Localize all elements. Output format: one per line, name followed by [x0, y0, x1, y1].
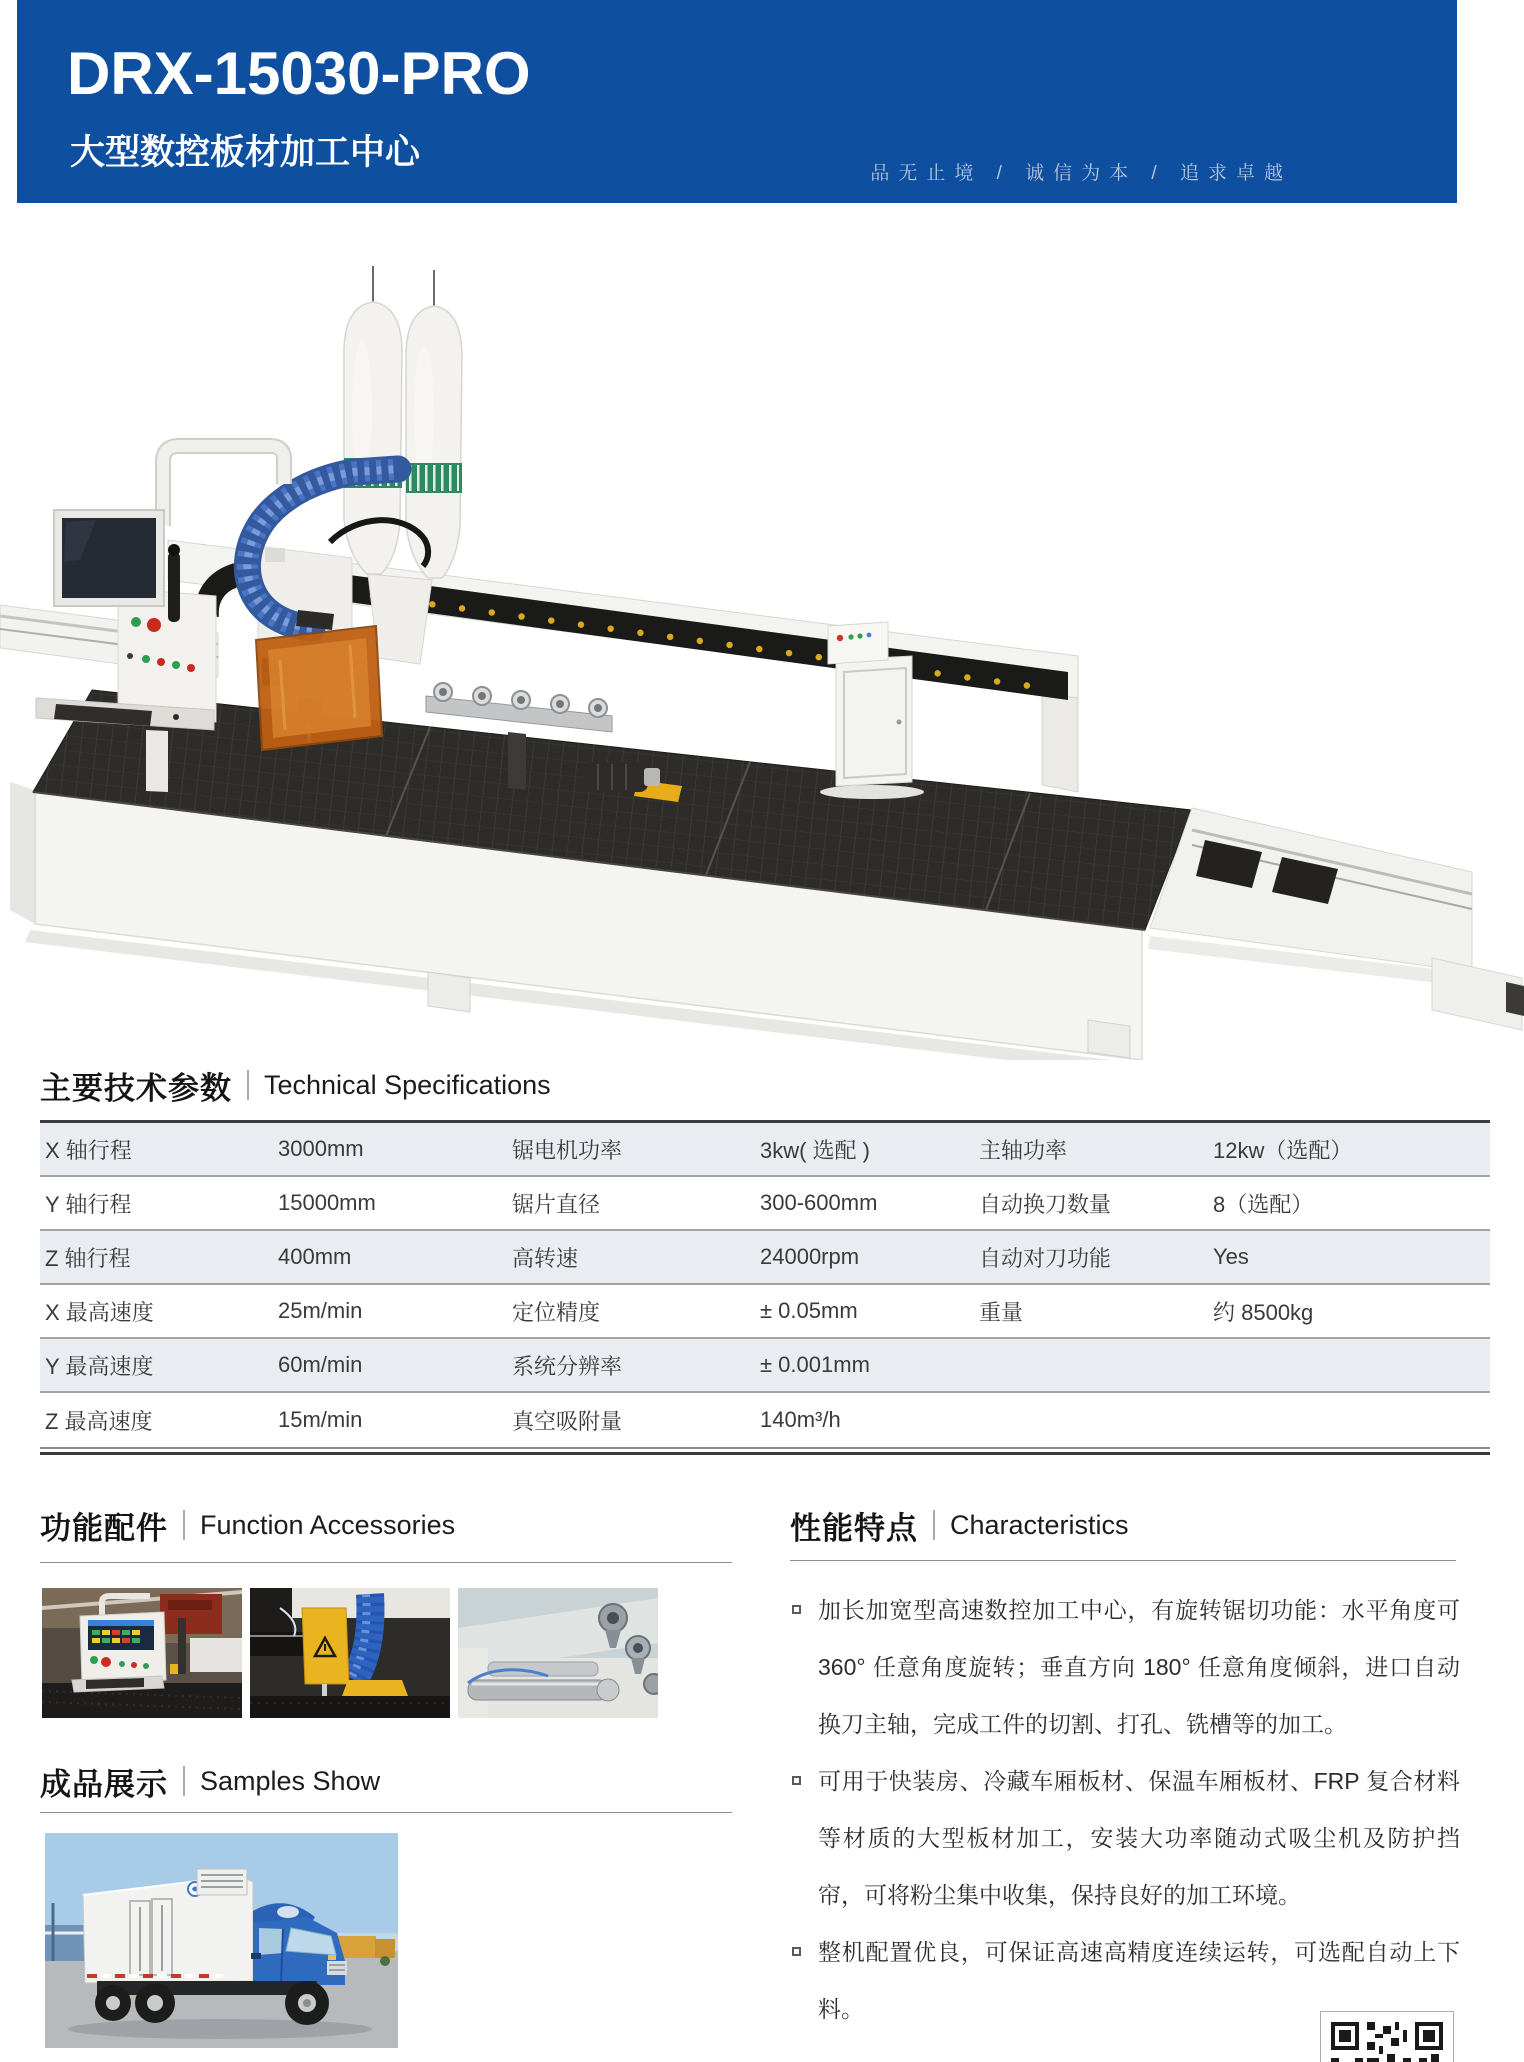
characteristic-text: 可用于快装房、冷藏车厢板材、保温车厢板材、FRP 复合材料等材质的大型板材加工，安装大功率随动式吸尘机及防护挡帘，可将粉尘集中收集，保持良好的加工环境。: [818, 1768, 1460, 1908]
spec-label: 重量: [979, 1299, 1024, 1325]
spec-label: 锯片直径: [512, 1191, 601, 1217]
spec-value: 15000mm: [278, 1190, 376, 1215]
table-row: [40, 1123, 1490, 1177]
spec-value: 60m/min: [278, 1352, 363, 1377]
bullet-square-icon: [792, 1947, 801, 1956]
characteristics-section-title: [790, 1502, 1129, 1548]
specs-title-en: Technical Specifications: [264, 1069, 551, 1100]
characteristics-rule: [790, 1560, 1456, 1561]
spec-value: 8（选配）: [1213, 1191, 1314, 1217]
list-item: [790, 1582, 1460, 1753]
qr-code: [1320, 2011, 1454, 2062]
spec-value: ± 0.05mm: [760, 1298, 858, 1323]
accessory-photo-spindle-unit: [250, 1588, 450, 1718]
product-photo-cnc-machine: [0, 230, 1524, 1060]
accessory-photo-control-console: [42, 1588, 242, 1718]
bullet-square-icon: [792, 1605, 801, 1614]
spec-label: 系统分辨率: [512, 1353, 623, 1379]
spec-value: 300-600mm: [760, 1190, 878, 1215]
spec-value: 12kw（选配）: [1213, 1137, 1353, 1163]
title-divider: [247, 1070, 249, 1100]
spec-value: 约 8500kg: [1213, 1299, 1314, 1325]
spec-label: Z 轴行程: [45, 1245, 131, 1271]
sample-photo-box-truck: [45, 1833, 398, 2048]
samples-section-title: [40, 1758, 380, 1804]
spec-value: 15m/min: [278, 1407, 363, 1432]
spec-table: [40, 1120, 1490, 1455]
table-row: [40, 1393, 1490, 1447]
qr-code-pattern: [1331, 2022, 1443, 2062]
spec-label: Z 最高速度: [45, 1408, 153, 1434]
spec-label: 高转速: [512, 1245, 579, 1271]
characteristics-list: [790, 1582, 1460, 2038]
accessory-photo-tool-holders: [458, 1588, 658, 1718]
table-row: [40, 1177, 1490, 1231]
spec-label: 自动换刀数量: [979, 1191, 1112, 1217]
specs-section-title: [40, 1062, 551, 1108]
spec-value: 3000mm: [278, 1136, 364, 1161]
samples-title-zh: 成品展示: [40, 1766, 168, 1802]
accessories-title-en: Function Accessories: [200, 1509, 456, 1540]
spec-label: 真空吸附量: [512, 1408, 623, 1434]
samples-rule: [40, 1812, 732, 1813]
characteristic-text: 整机配置优良，可保证高速高精度连续运转，可选配自动上下料。: [818, 1939, 1460, 2022]
title-divider: [933, 1510, 935, 1540]
accessories-title-zh: 功能配件: [40, 1510, 168, 1546]
header-band: [17, 0, 1457, 203]
samples-title-en: Samples Show: [200, 1765, 381, 1796]
characteristics-title-en: Characteristics: [950, 1509, 1129, 1540]
specs-title-zh: 主要技术参数: [40, 1070, 232, 1106]
spec-value: 25m/min: [278, 1298, 363, 1323]
company-slogan: 品无止境 / 诚信为本 / 追求卓越: [870, 163, 1292, 184]
spec-label: X 最高速度: [45, 1299, 154, 1325]
spec-value: 3kw( 选配 ): [760, 1137, 871, 1163]
spec-label: 定位精度: [512, 1299, 601, 1325]
list-item: [790, 1753, 1460, 1924]
accessories-rule: [40, 1562, 732, 1563]
characteristic-text: 加长加宽型高速数控加工中心，有旋转锯切功能：水平角度可 360° 任意角度旋转；垂直方向 180° 任意角度倾斜，进口自动换刀主轴，完成工件的切割、打孔、铣槽等的加工。: [818, 1597, 1460, 1737]
right-extension-rail: [1150, 808, 1524, 1030]
product-subtitle: 大型数控板材加工中心: [70, 133, 421, 172]
title-divider: [183, 1510, 185, 1540]
spec-label: 锯电机功率: [512, 1137, 623, 1163]
table-bottom-border: [40, 1447, 1490, 1455]
spec-value: Yes: [1213, 1244, 1249, 1269]
spec-value: 400mm: [278, 1244, 352, 1269]
product-model-title: DRX-15030-PRO: [67, 40, 531, 107]
spec-value: ± 0.001mm: [760, 1352, 870, 1377]
table-row: [40, 1285, 1490, 1339]
spec-label: Y 最高速度: [45, 1353, 154, 1379]
spec-value: 140m³/h: [760, 1407, 841, 1432]
spec-label: X 轴行程: [45, 1137, 132, 1163]
characteristics-title-zh: 性能特点: [790, 1510, 918, 1546]
title-divider: [183, 1766, 185, 1796]
spec-value: 24000rpm: [760, 1244, 860, 1269]
spec-label: Y 轴行程: [45, 1191, 132, 1217]
accessories-section-title: [40, 1502, 455, 1548]
bullet-square-icon: [792, 1776, 801, 1785]
spec-label: 自动对刀功能: [979, 1245, 1112, 1271]
table-row: [40, 1231, 1490, 1285]
table-row: [40, 1339, 1490, 1393]
spec-label: 主轴功率: [979, 1137, 1068, 1163]
